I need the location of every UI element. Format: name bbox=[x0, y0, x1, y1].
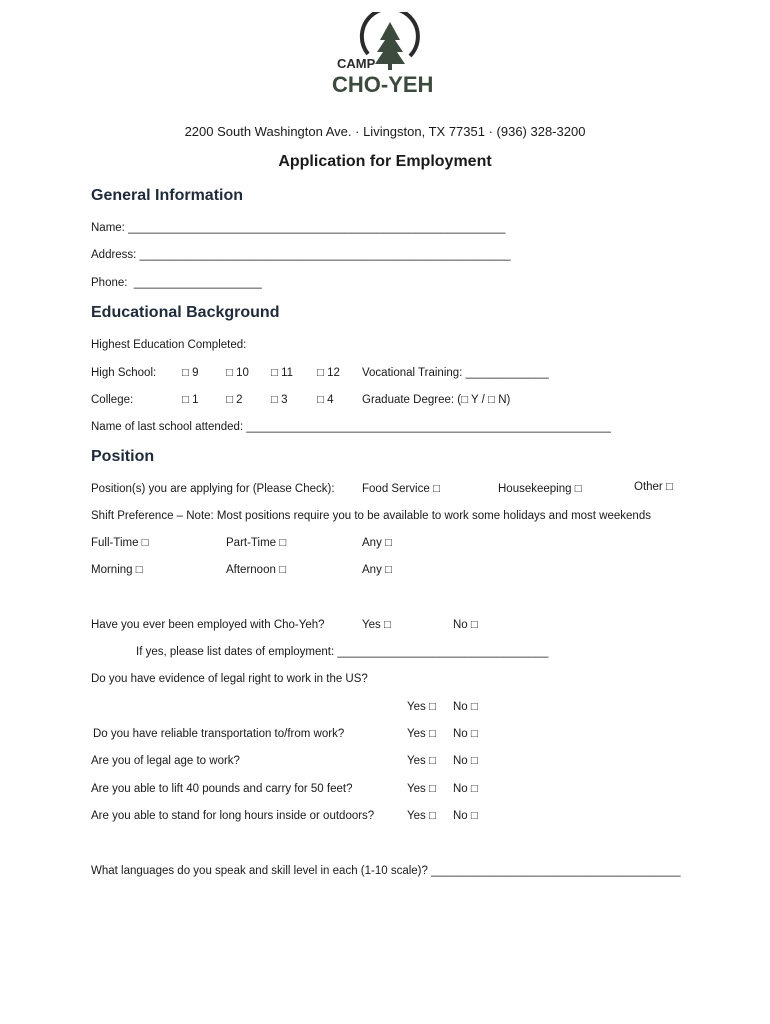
vocational-training-field[interactable]: Vocational Training: _____________ bbox=[362, 367, 549, 379]
stand-question: Are you able to stand for long hours inside or outdoors? bbox=[91, 810, 375, 822]
part-time-checkbox[interactable]: Part-Time □ bbox=[226, 537, 287, 549]
address-field[interactable]: Address: __________________________________________________________ bbox=[91, 249, 511, 261]
any-time-checkbox[interactable]: Any □ bbox=[362, 537, 392, 549]
lift-yes-checkbox[interactable]: Yes □ bbox=[407, 783, 436, 795]
name-field[interactable]: Name: ___________________________________________________________ bbox=[91, 222, 506, 234]
college-option-2[interactable]: □ 2 bbox=[226, 394, 243, 406]
employed-yes-checkbox[interactable]: Yes □ bbox=[362, 619, 391, 631]
college-option-1[interactable]: □ 1 bbox=[182, 394, 199, 406]
afternoon-checkbox[interactable]: Afternoon □ bbox=[226, 564, 287, 576]
employed-no-checkbox[interactable]: No □ bbox=[453, 619, 478, 631]
transport-yes-checkbox[interactable]: Yes □ bbox=[407, 728, 436, 740]
hs-option-11[interactable]: □ 11 bbox=[271, 367, 294, 379]
hs-option-9[interactable]: □ 9 bbox=[182, 367, 199, 379]
legal-age-yes-checkbox[interactable]: Yes □ bbox=[407, 755, 436, 767]
languages-field[interactable]: What languages do you speak and skill level in each (1-10 scale)? _______________________________________ bbox=[91, 865, 681, 877]
lift-no-checkbox[interactable]: No □ bbox=[453, 783, 478, 795]
transport-no-checkbox[interactable]: No □ bbox=[453, 728, 478, 740]
last-school-field[interactable]: Name of last school attended: _________________________________________________________ bbox=[91, 421, 611, 433]
food-service-checkbox[interactable]: Food Service □ bbox=[362, 483, 440, 495]
morning-checkbox[interactable]: Morning □ bbox=[91, 564, 143, 576]
employment-dates-field[interactable]: If yes, please list dates of employment: _________________________________ bbox=[136, 646, 549, 658]
logo-text-camp: CAMP bbox=[337, 56, 376, 71]
shift-preference-note: Shift Preference – Note: Most positions require you to be available to work some holidays and most weekends bbox=[91, 510, 651, 522]
camp-cho-yeh-logo bbox=[320, 12, 445, 100]
housekeeping-checkbox[interactable]: Housekeeping □ bbox=[498, 483, 582, 495]
logo-text-cho-yeh: CHO-YEH bbox=[332, 72, 434, 97]
legal-right-no-checkbox[interactable]: No □ bbox=[453, 701, 478, 713]
legal-age-question: Are you of legal age to work? bbox=[91, 755, 240, 767]
legal-age-no-checkbox[interactable]: No □ bbox=[453, 755, 478, 767]
legal-right-question: Do you have evidence of legal right to work in the US? bbox=[91, 673, 368, 685]
other-checkbox[interactable]: Other □ bbox=[634, 481, 673, 493]
legal-right-yes-checkbox[interactable]: Yes □ bbox=[407, 701, 436, 713]
employed-question: Have you ever been employed with Cho-Yeh? bbox=[91, 619, 325, 631]
position-applying-label: Position(s) you are applying for (Please Check): bbox=[91, 483, 335, 495]
hs-option-12[interactable]: □ 12 bbox=[317, 367, 340, 379]
transport-question: Do you have reliable transportation to/from work? bbox=[93, 728, 345, 740]
lift-question: Are you able to lift 40 pounds and carry for 50 feet? bbox=[91, 783, 353, 795]
stand-yes-checkbox[interactable]: Yes □ bbox=[407, 810, 436, 822]
any-shift-checkbox[interactable]: Any □ bbox=[362, 564, 392, 576]
address-line: 2200 South Washington Ave. · Livingston, TX 77351 · (936) 328-3200 bbox=[184, 124, 586, 139]
stand-no-checkbox[interactable]: No □ bbox=[453, 810, 478, 822]
full-time-checkbox[interactable]: Full-Time □ bbox=[91, 537, 149, 549]
heading-general-information: General Information bbox=[91, 187, 244, 204]
hs-option-10[interactable]: □ 10 bbox=[226, 367, 249, 379]
pine-tree-icon bbox=[320, 12, 445, 100]
highest-education-label: Highest Education Completed: bbox=[91, 339, 247, 351]
graduate-degree-field[interactable]: Graduate Degree: (□ Y / □ N) bbox=[362, 394, 511, 406]
form-title: Application for Employment bbox=[278, 153, 492, 170]
college-label: College: bbox=[91, 394, 134, 406]
college-option-3[interactable]: □ 3 bbox=[271, 394, 288, 406]
phone-field[interactable]: Phone: ____________________ bbox=[91, 277, 262, 289]
heading-educational-background: Educational Background bbox=[91, 304, 280, 321]
high-school-label: High School: bbox=[91, 367, 157, 379]
heading-position: Position bbox=[91, 448, 155, 465]
college-option-4[interactable]: □ 4 bbox=[317, 394, 334, 406]
